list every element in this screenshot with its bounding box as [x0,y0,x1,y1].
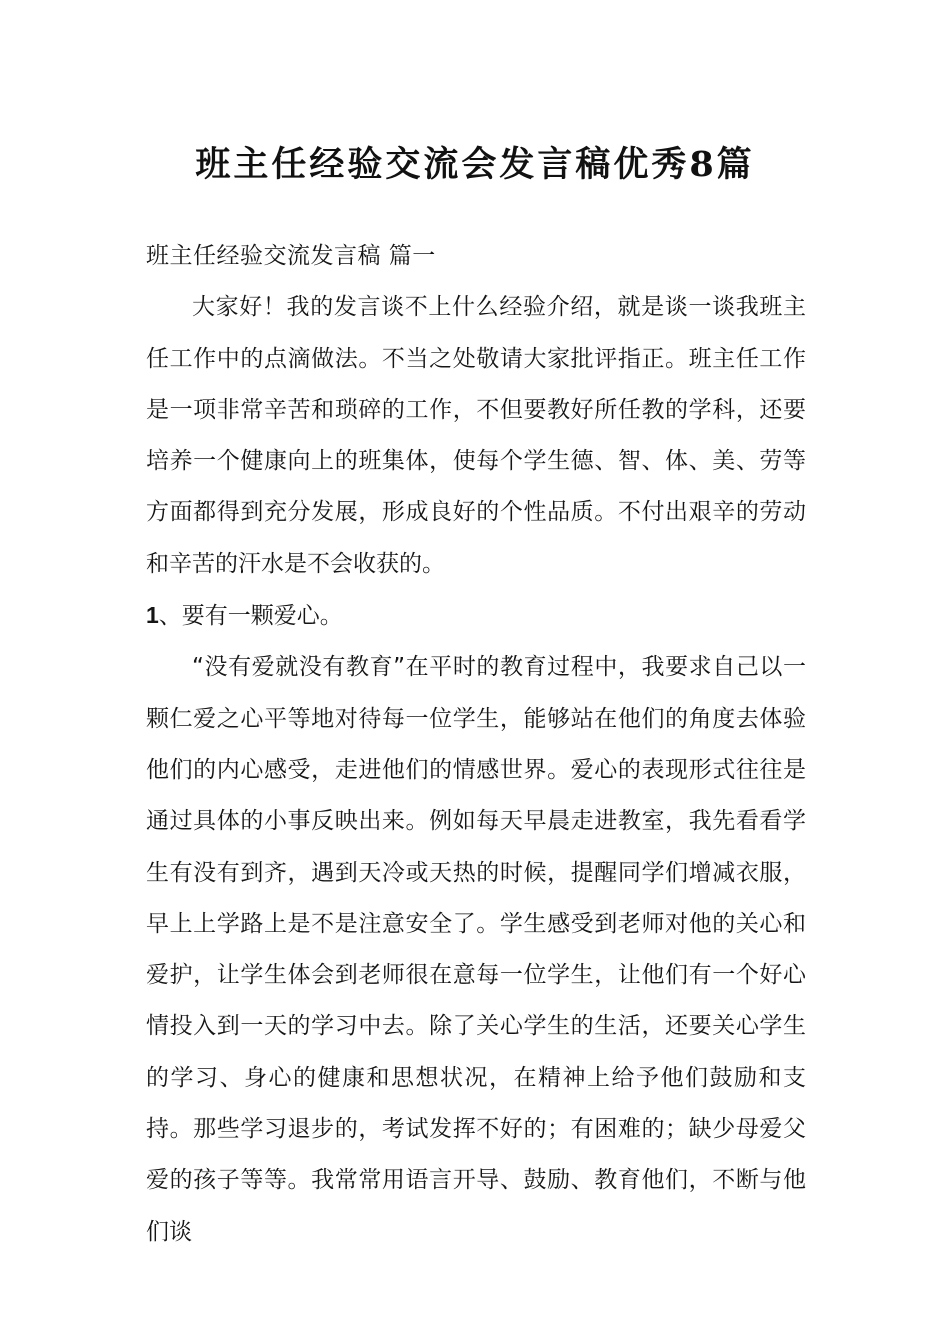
paragraph-intro: 大家好！我的发言谈不上什么经验介绍，就是谈一谈我班主任工作中的点滴做法。不当之处敬请大家批评指正。班主任工作是一项非常辛苦和琐碎的工作，不但要教好所任教的学科，还要培养一个健康向上的班集体，使每个学生德、智、体、美、劳等方面都得到充分发展，形成良好的个性品质。不付出艰辛的劳动和辛苦的汗水是不会收获的。 [146,294,806,577]
document-title: 班主任经验交流会发言稿优秀8篇 [195,144,755,186]
item-number: 1 [146,602,159,629]
item-heading-text: 、要有一颗爱心。 [158,603,343,630]
item-heading [146,590,806,642]
paragraph-love: “没有爱就没有教育”在平时的教育过程中，我要求自己以一颗仁爱之心平等地对待每一位学生，能够站在他们的角度去体验他们的内心感受，走进他们的情感世界。爱心的表现形式往往是通过具体的小事反映出来。例如每天早晨走进教室，我先看看学生有没有到齐，遇到天冷或天热的时候，提醒同学们增减衣服，早上上学路上是不是注意安全了。学生感受到老师对他的关心和爱护，让学生体会到老师很在意每一位学生，让他们有一个好心情投入到一天的学习中去。除了关心学生的生活，还要关心学生的学习、身心的健康和思想状况，在精神上给予他们鼓励和支持。那些学习退步的，考试发挥不好的；有困难的；缺少母爱父爱的孩子等等。我常常用语言开导、鼓励、教育他们，不断与他们谈 [146,654,806,1245]
section-heading: 班主任经验交流发言稿 篇一 [146,243,436,269]
document-body [146,231,806,1258]
